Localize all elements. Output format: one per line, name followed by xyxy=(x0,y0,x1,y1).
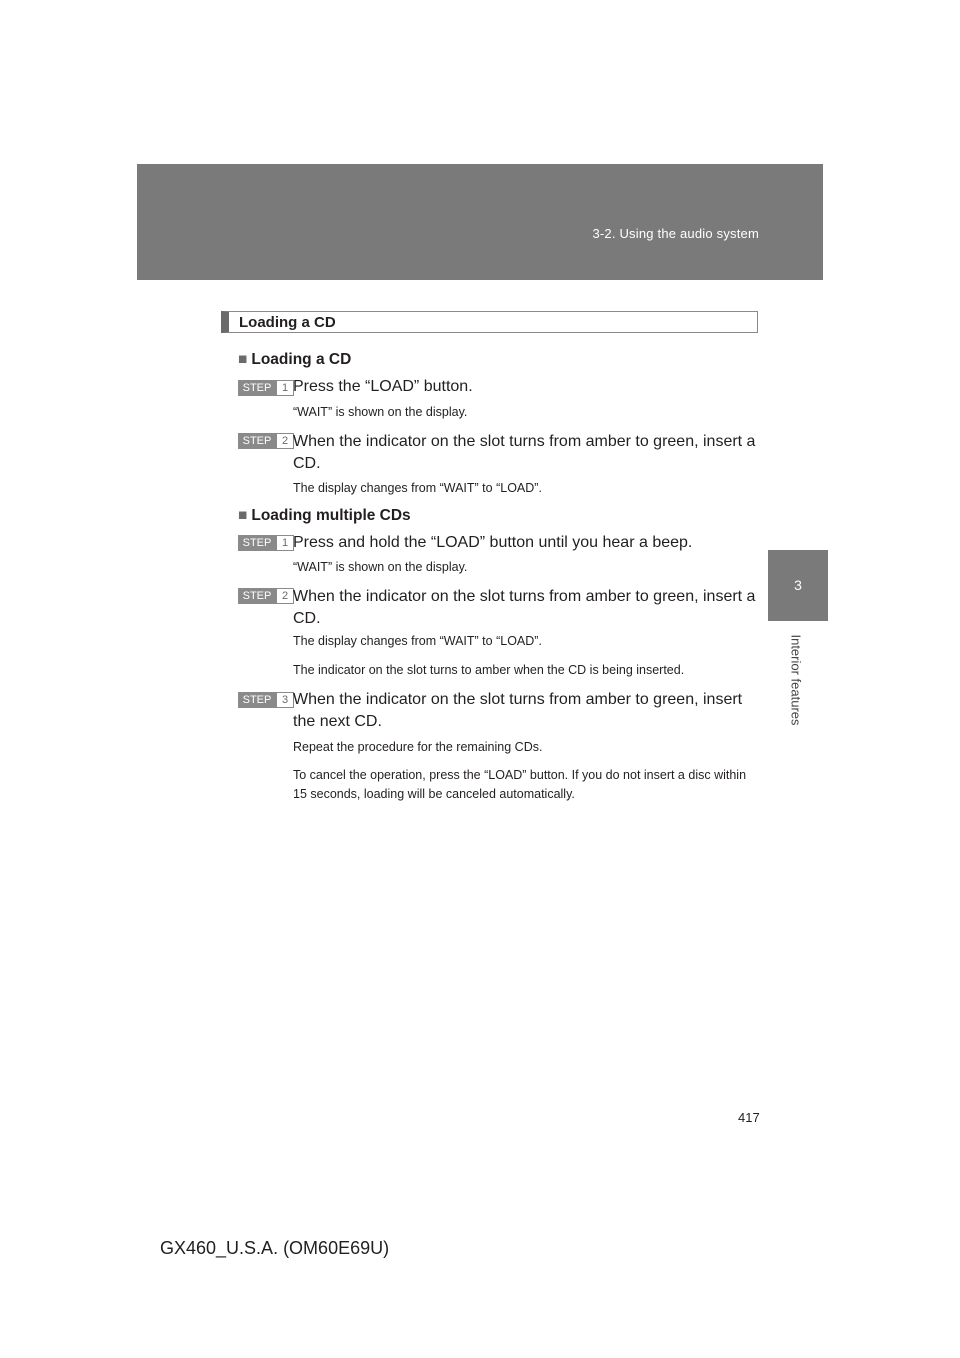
step-text: When the indicator on the slot turns from amber to green, insert the next CD. xyxy=(293,691,743,730)
step-note: To cancel the operation, press the “LOAD” button. If you do not insert a disc within 15 seconds, loading will be canceled automatically. xyxy=(293,768,747,801)
step-marker xyxy=(238,380,292,396)
step-number: 2 xyxy=(276,588,294,604)
section-title: Loading a CD xyxy=(239,314,336,331)
step-marker xyxy=(238,535,292,551)
header-title: 3-2. Using the audio system xyxy=(592,226,759,241)
step-label: STEP xyxy=(238,588,276,604)
chapter-label: Interior features xyxy=(788,634,804,726)
step-marker xyxy=(238,433,292,449)
step-number: 3 xyxy=(276,692,294,708)
step-note: The indicator on the slot turns to amber when the CD is being inserted. xyxy=(293,663,685,677)
header-band xyxy=(137,164,823,280)
step-text: Press the “LOAD” button. xyxy=(293,378,473,395)
step-text: When the indicator on the slot turns from amber to green, insert a CD. xyxy=(293,588,756,627)
step-note: Repeat the procedure for the remaining CDs. xyxy=(293,740,543,754)
square-bullet-icon: ■ xyxy=(238,507,248,524)
step-label: STEP xyxy=(238,433,276,449)
square-bullet-icon: ■ xyxy=(238,351,248,368)
step-label: STEP xyxy=(238,380,276,396)
step-text: When the indicator on the slot turns from amber to green, insert a CD. xyxy=(293,433,756,472)
step-note: The display changes from “WAIT” to “LOAD”. xyxy=(293,634,542,648)
step-note: The display changes from “WAIT” to “LOAD”. xyxy=(293,481,542,495)
step-note: “WAIT” is shown on the display. xyxy=(293,560,468,574)
step-text: Press and hold the “LOAD” button until you hear a beep. xyxy=(293,534,693,551)
step-number: 1 xyxy=(276,535,294,551)
step-number: 2 xyxy=(276,433,294,449)
chapter-tab: 3 xyxy=(768,550,828,621)
step-label: STEP xyxy=(238,535,276,551)
page-number: 417 xyxy=(738,1110,760,1125)
step-number: 1 xyxy=(276,380,294,396)
subsection-title: ■ Loading a CD xyxy=(238,351,352,368)
step-marker xyxy=(238,692,292,708)
subsection-title: ■ Loading multiple CDs xyxy=(238,507,411,524)
step-label: STEP xyxy=(238,692,276,708)
step-marker xyxy=(238,588,292,604)
section-header xyxy=(221,311,758,333)
document-code: GX460_U.S.A. (OM60E69U) xyxy=(160,1238,390,1258)
step-note: “WAIT” is shown on the display. xyxy=(293,405,468,419)
